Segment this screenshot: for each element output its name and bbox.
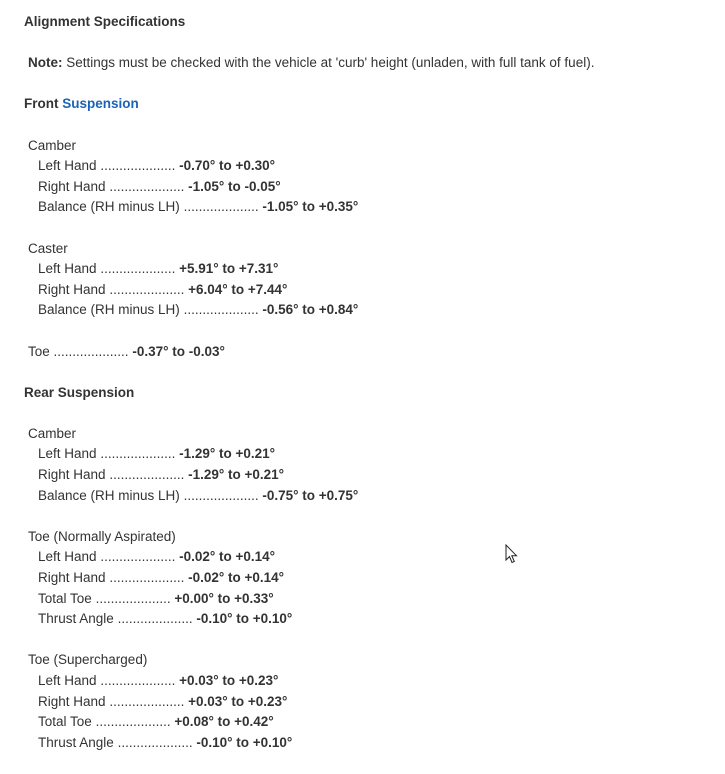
spec-group-title: Camber (28, 425, 77, 441)
spec-value: -1.05° to +0.35° (262, 199, 359, 215)
leader-dots: .................... (183, 199, 259, 215)
spec-value: +0.03° to +0.23° (188, 693, 288, 709)
spec-label: Total Toe (38, 590, 92, 606)
spec-label: Right Hand (38, 281, 106, 297)
spec-value: -0.10° to +0.10° (196, 611, 293, 627)
spec-row (0, 671, 725, 692)
spec-row (0, 712, 725, 733)
spec-value: -1.05° to -0.05° (188, 178, 281, 194)
spec-row (0, 444, 725, 465)
spec-value: +0.08° to +0.42° (174, 714, 274, 730)
spec-row (0, 177, 725, 198)
spec-label: Right Hand (38, 693, 106, 709)
spec-label: Left Hand (38, 261, 97, 277)
spec-value: -0.70° to +0.30° (179, 158, 276, 174)
leader-dots: .................... (117, 611, 193, 627)
spec-row (0, 733, 725, 754)
leader-dots: .................... (183, 487, 259, 503)
spec-label: Thrust Angle (38, 734, 114, 750)
alignment-document (0, 12, 725, 774)
spec-row (0, 300, 725, 321)
leader-dots: .................... (109, 570, 185, 586)
leader-dots: .................... (109, 281, 185, 297)
spec-row (0, 692, 725, 713)
spec-row (0, 197, 725, 218)
leader-dots: .................... (95, 590, 171, 606)
spec-value: +6.04° to +7.44° (188, 281, 288, 297)
leader-dots: .................... (100, 158, 176, 174)
leader-dots: .................... (117, 734, 193, 750)
spec-value: -1.29° to +0.21° (179, 446, 276, 462)
leader-dots: .................... (183, 302, 259, 318)
spec-row (0, 568, 725, 589)
leader-dots: .................... (109, 178, 185, 194)
spec-group-title: Toe (Supercharged) (28, 652, 148, 668)
spec-label: Right Hand (38, 178, 106, 194)
spec-label: Toe (28, 343, 50, 359)
note-text: Settings must be checked with the vehicle at 'curb' height (unladen, with full tank of fuel). (62, 55, 595, 71)
spec-value: +0.03° to +0.23° (179, 673, 279, 688)
spec-label: Total Toe (38, 714, 92, 730)
spec-row (0, 609, 725, 630)
spec-label: Balance (RH minus LH) (38, 199, 180, 215)
leader-dots: .................... (53, 343, 129, 359)
spec-value: -0.02° to +0.14° (179, 549, 276, 565)
spec-value: -0.56° to +0.84° (262, 302, 359, 318)
spec-label: Right Hand (38, 570, 106, 586)
front-toe-row (0, 342, 725, 363)
leader-dots: .................... (100, 446, 176, 462)
mouse-pointer-icon (505, 544, 518, 564)
spec-row (0, 465, 725, 486)
spec-value: -0.75° to +0.75° (262, 487, 359, 503)
spec-value: +5.91° to +7.31° (179, 261, 279, 277)
spec-row (0, 156, 725, 177)
front-suspension-heading (0, 94, 725, 115)
suspension-link[interactable]: Suspension (62, 96, 139, 112)
front-groups (0, 136, 725, 342)
leader-dots: .................... (109, 693, 185, 709)
rear-groups (0, 424, 725, 774)
leader-dots: .................... (109, 467, 185, 483)
spec-row (0, 486, 725, 507)
spec-label: Balance (RH minus LH) (38, 487, 180, 503)
spec-label: Left Hand (38, 446, 97, 462)
spec-value: -0.10° to +0.10° (196, 734, 293, 750)
spec-group-title: Caster (28, 240, 68, 256)
spec-value: -0.37° to -0.03° (132, 343, 225, 359)
leader-dots: .................... (100, 673, 176, 688)
spec-value: -0.02° to +0.14° (188, 570, 285, 586)
spec-value: +0.00° to +0.33° (174, 590, 274, 606)
spec-label: Balance (RH minus LH) (38, 302, 180, 318)
page-title: Alignment Specifications (24, 14, 186, 29)
spec-label: Left Hand (38, 549, 97, 565)
spec-group-title: Toe (Normally Aspirated) (28, 528, 176, 544)
spec-row (0, 259, 725, 280)
spec-label: Left Hand (38, 158, 97, 174)
leader-dots: .................... (100, 549, 176, 565)
front-heading-prefix: Front (24, 96, 59, 112)
note-label: Note: (28, 55, 63, 71)
spec-group-title: Camber (28, 137, 77, 153)
spec-label: Right Hand (38, 467, 106, 483)
spec-row (0, 547, 725, 568)
leader-dots: .................... (100, 261, 176, 277)
spec-label: Thrust Angle (38, 611, 114, 627)
note (0, 53, 725, 74)
spec-label: Left Hand (38, 673, 97, 688)
spec-row (0, 280, 725, 301)
rear-suspension-heading: Rear Suspension (24, 384, 135, 400)
leader-dots: .................... (95, 714, 171, 730)
spec-row (0, 589, 725, 610)
spec-value: -1.29° to +0.21° (188, 467, 285, 483)
